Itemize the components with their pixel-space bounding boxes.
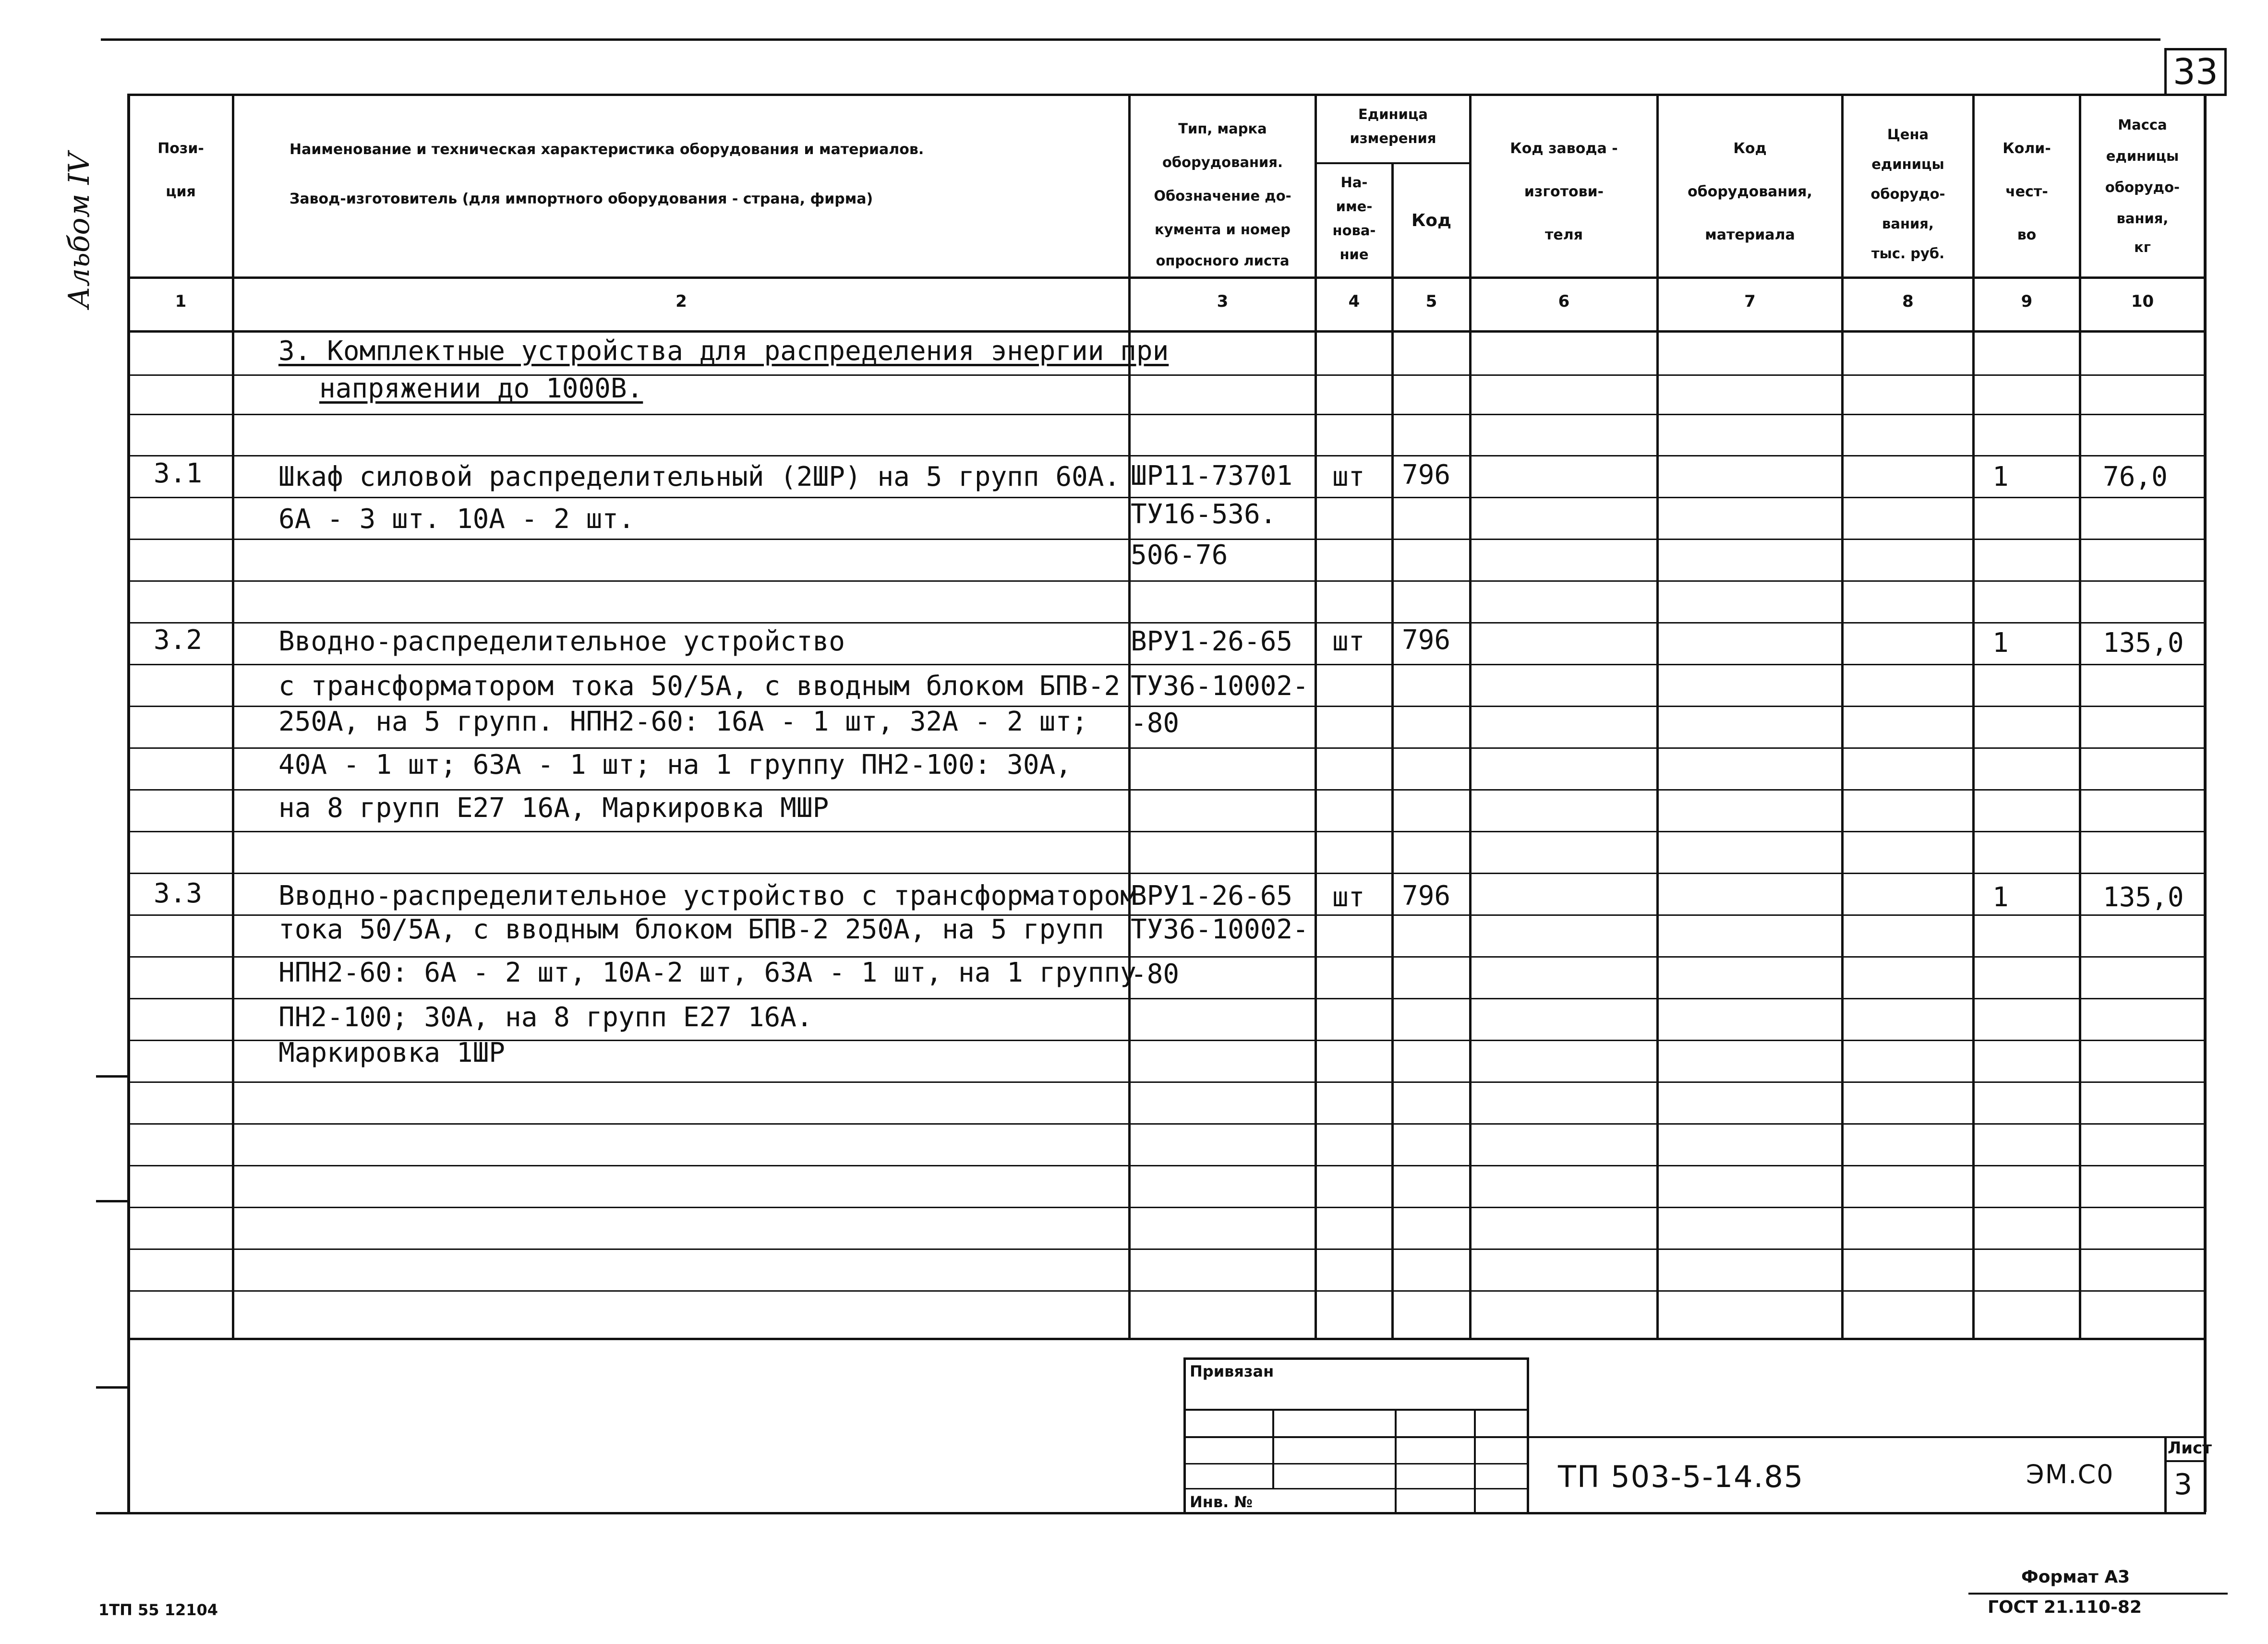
drawing-mark: ЭМ.С0 [2026, 1459, 2114, 1489]
item-2-desc-line1: Вводно-распределительное устройство [278, 626, 845, 657]
stamp-inventory-number: Инв. № [1190, 1493, 1253, 1511]
column-number-2: 2 [676, 292, 687, 311]
header-col6-line1: Код завода - [1510, 140, 1618, 157]
header-col4-line4: ние [1339, 246, 1369, 263]
header-col7-line1: Код [1733, 140, 1767, 157]
item-2-quantity: 1 [1992, 627, 2009, 659]
header-col2-line2: Завод-изготовитель (для импортного оборудования - страна, фирма) [290, 191, 873, 207]
header-col3-line3: Обозначение до- [1154, 188, 1291, 204]
margin-tick [96, 1075, 130, 1078]
item-1-quantity: 1 [1992, 461, 2009, 492]
stamp-privyazan: Привязан [1190, 1362, 1274, 1380]
header-col3-line2: оборудования. [1162, 154, 1283, 170]
item-2-desc-line4: 40А - 1 шт; 63А - 1 шт; на 1 группу ПН2-100: 30А, [278, 749, 1072, 780]
header-col5: Код [1411, 211, 1452, 230]
column-number-3: 3 [1217, 292, 1229, 311]
header-col6-line3: теля [1545, 227, 1583, 243]
column-number-9: 9 [2021, 292, 2033, 311]
item-2-unit: шт [1332, 626, 1365, 657]
page-number: 33 [2172, 51, 2219, 93]
item-1-position: 3.1 [154, 458, 203, 489]
item-2-desc-line5: на 8 групп Е27 16А, Маркировка МШР [278, 792, 829, 824]
item-3-type-line3: -80 [1131, 959, 1180, 990]
header-col1-line1: Пози- [157, 140, 204, 157]
item-2-position: 3.2 [154, 624, 203, 656]
header-unit-line2: измерения [1350, 130, 1436, 146]
section-title-line2: напряжении до 1000В. [319, 373, 643, 404]
column-number-6: 6 [1558, 292, 1570, 311]
item-3-mass: 135,0 [2103, 882, 2184, 913]
column-number-5: 5 [1425, 292, 1437, 311]
header-col8-line5: тыс. руб. [1871, 245, 1945, 262]
item-1-mass: 76,0 [2103, 461, 2168, 492]
sheet-label: Лист [2168, 1439, 2212, 1458]
header-col3-line1: Тип, марка [1178, 120, 1267, 137]
header-col6-line2: изготови- [1524, 183, 1604, 200]
header-col4-line1: На- [1340, 174, 1368, 191]
item-3-desc-line2: тока 50/5А, с вводным блоком БПВ-2 250А, на 5 групп [278, 914, 1104, 945]
header-col3-line5: опросного листа [1156, 252, 1290, 269]
item-1-type-line2: ТУ16-536. [1131, 499, 1277, 530]
header-col8-line4: вания, [1882, 216, 1934, 232]
footer-gost: ГОСТ 21.110-82 [1988, 1597, 2142, 1617]
header-col1-line2: ция [166, 183, 196, 200]
side-label: Альбом IV [62, 152, 96, 309]
item-3-unit: шт [1332, 882, 1365, 913]
item-1-type-line3: 506-76 [1131, 540, 1228, 571]
item-2-type-line3: -80 [1131, 708, 1180, 739]
header-col3-line4: кумента и номер [1155, 221, 1291, 238]
header-col8-line3: оборудо- [1870, 186, 1945, 202]
header-col9-line3: во [2017, 227, 2037, 243]
item-1-unit: шт [1332, 461, 1365, 492]
margin-tick [96, 1386, 130, 1389]
header-col4-line2: име- [1336, 198, 1373, 215]
item-2-mass: 135,0 [2103, 627, 2184, 659]
item-2-type-line2: ТУ36-10002- [1131, 671, 1309, 702]
top-rule [101, 38, 2160, 41]
header-unit-line1: Единица [1358, 106, 1428, 122]
column-number-7: 7 [1744, 292, 1756, 311]
item-3-desc-line5: Маркировка 1ШР [278, 1037, 506, 1068]
header-col10-line1: Масса [2118, 117, 2167, 133]
item-3-quantity: 1 [1992, 882, 2009, 913]
header-col4-line3: нова- [1332, 222, 1376, 239]
item-3-type-line2: ТУ36-10002- [1131, 914, 1309, 945]
item-2-code: 796 [1402, 624, 1451, 656]
sheet-number: 3 [2174, 1468, 2194, 1501]
footer-rule [1968, 1593, 2228, 1595]
header-col2-line1: Наименование и техническая характеристика оборудования и материалов. [290, 141, 924, 158]
item-1-desc-line2: 6А - 3 шт. 10А - 2 шт. [278, 504, 635, 535]
header-col10-line5: кг [2134, 239, 2151, 255]
footer-left-code: 1ТП 55 12104 [98, 1601, 218, 1619]
footer-format: Формат А3 [2021, 1567, 2130, 1587]
item-2-type-line1: ВРУ1-26-65 [1131, 626, 1293, 657]
item-3-position: 3.3 [154, 878, 203, 909]
item-3-code: 796 [1402, 880, 1451, 912]
item-1-desc-line1: Шкаф силовой распределительный (2ШР) на 5 групп 60А. [278, 461, 1121, 492]
header-col8-line2: единицы [1871, 156, 1944, 172]
document-code: ТП 503-5-14.85 [1558, 1459, 1804, 1494]
margin-tick [96, 1200, 130, 1202]
item-3-desc-line4: ПН2-100; 30А, на 8 групп Е27 16А. [278, 1002, 813, 1033]
item-3-type-line1: ВРУ1-26-65 [1131, 880, 1293, 912]
item-1-type-line1: ШР11-73701 [1131, 460, 1293, 492]
header-col7-line3: материала [1705, 227, 1795, 243]
header-col10-line3: оборудо- [2105, 179, 2180, 195]
header-col8-line1: Цена [1887, 126, 1929, 143]
section-title-line1: 3. Комплектные устройства для распределения энергии при [278, 336, 1169, 367]
column-number-10: 10 [2131, 292, 2154, 311]
header-col9-line1: Коли- [2003, 140, 2051, 157]
item-3-desc-line1: Вводно-распределительное устройство с трансформатором [278, 880, 1136, 912]
item-1-code: 796 [1402, 459, 1451, 491]
header-col10-line4: вания, [2116, 210, 2169, 227]
column-number-4: 4 [1348, 292, 1360, 311]
item-2-desc-line2: с трансформатором тока 50/5А, с вводным блоком БПВ-2 [278, 671, 1121, 702]
header-col10-line2: единицы [2106, 148, 2179, 164]
column-number-8: 8 [1902, 292, 1914, 311]
column-number-1: 1 [175, 292, 187, 311]
item-2-desc-line3: 250А, на 5 групп. НПН2-60: 16А - 1 шт, 32А - 2 шт; [278, 706, 1088, 737]
item-3-desc-line3: НПН2-60: 6А - 2 шт, 10А-2 шт, 63А - 1 шт, на 1 группу [278, 957, 1136, 988]
header-col7-line2: оборудования, [1688, 183, 1812, 200]
header-col9-line2: чест- [2005, 183, 2048, 200]
